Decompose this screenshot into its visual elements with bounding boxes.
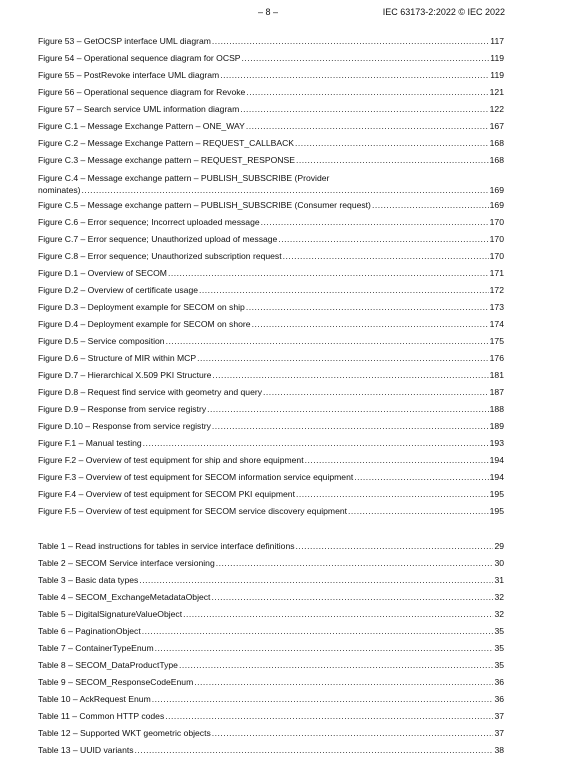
dot-leader (211, 594, 493, 606)
entry-title: Figure D.9 – Response from service registry (38, 404, 207, 414)
entry-title: Table 11 – Common HTTP codes (38, 711, 165, 721)
dot-leader (183, 611, 493, 623)
dot-leader (139, 577, 493, 589)
dot-leader (168, 270, 489, 282)
figure-entry[interactable] (38, 231, 504, 248)
entry-title: Table 12 – Supported WKT geometric objects (38, 728, 211, 738)
entry-page-number: 167 (489, 121, 504, 131)
table-entry[interactable] (38, 742, 504, 759)
entry-page-number: 170 (489, 251, 504, 261)
figure-entry[interactable] (38, 401, 504, 418)
entry-title: Figure 54 – Operational sequence diagram for OCSP (38, 53, 241, 63)
figure-entry[interactable] (38, 333, 504, 350)
entry-line-continued (38, 184, 504, 196)
page-header (0, 7, 563, 19)
table-entry[interactable] (38, 691, 504, 708)
figure-entry[interactable] (38, 503, 504, 520)
dot-leader (155, 645, 494, 657)
list-of-tables (38, 538, 504, 759)
figure-entry[interactable] (38, 299, 504, 316)
figure-entry[interactable] (38, 452, 504, 469)
entry-page-number: 174 (489, 319, 504, 329)
table-entry[interactable] (38, 623, 504, 640)
entry-page-number: 122 (489, 104, 504, 114)
entry-page-number: 119 (490, 70, 504, 80)
entry-page-number: 169 (489, 200, 504, 210)
dot-leader (296, 543, 494, 555)
entry-page-number: 37 (494, 728, 504, 738)
dot-leader (246, 123, 489, 135)
table-entry[interactable] (38, 572, 504, 589)
dot-leader (220, 72, 489, 84)
list-of-figures (38, 33, 504, 520)
dot-leader (240, 106, 488, 118)
figure-entry[interactable] (38, 169, 504, 197)
table-entry[interactable] (38, 606, 504, 623)
dot-leader (142, 628, 494, 640)
entry-page-number: 119 (490, 53, 504, 63)
entry-title: Figure D.2 – Overview of certificate usage (38, 285, 199, 295)
dot-leader (278, 236, 488, 248)
entry-page-number: 121 (489, 87, 504, 97)
dot-leader (348, 508, 489, 520)
dot-leader (246, 89, 488, 101)
entry-title: Table 9 – SECOM_ResponseCodeEnum (38, 677, 194, 687)
entry-page-number: 181 (489, 370, 504, 380)
entry-title: Figure D.7 – Hierarchical X.509 PKI Structure (38, 370, 212, 380)
entry-title: Figure 57 – Search service UML information diagram (38, 104, 240, 114)
entry-page-number: 175 (489, 336, 504, 346)
figure-entry[interactable] (38, 486, 504, 503)
entry-page-number: 117 (490, 36, 504, 46)
table-entry[interactable] (38, 538, 504, 555)
dot-leader (261, 219, 489, 231)
dot-leader (252, 321, 489, 333)
entry-page-number: 32 (494, 592, 504, 602)
dot-leader (296, 491, 489, 503)
dot-leader (179, 662, 493, 674)
dot-leader (194, 679, 493, 691)
figure-entry[interactable] (38, 316, 504, 333)
entry-page-number: 29 (494, 541, 504, 551)
entry-title: Figure F.1 – Manual testing (38, 438, 142, 448)
dot-leader (212, 730, 494, 742)
entry-title: Figure F.3 – Overview of test equipment for SECOM information service equipment (38, 472, 354, 482)
figure-entry[interactable] (38, 367, 504, 384)
document-reference: IEC 63173-2:2022 © IEC 2022 (382, 7, 505, 17)
entry-page-number: 170 (489, 217, 504, 227)
dot-leader (295, 140, 489, 152)
dot-leader (246, 304, 489, 316)
entry-title-continued: nominates) (38, 185, 81, 195)
entry-page-number: 176 (489, 353, 504, 363)
entry-page-number: 35 (494, 660, 504, 670)
table-entry[interactable] (38, 674, 504, 691)
figure-entry[interactable] (38, 197, 504, 214)
entry-page-number: 194 (489, 472, 504, 482)
dot-leader (165, 713, 493, 725)
entry-title: Figure C.2 – Message Exchange Pattern – REQUEST_CALLBACK (38, 138, 295, 148)
entry-page-number: 173 (489, 302, 504, 312)
entry-title: Figure D.3 – Deployment example for SECOM on ship (38, 302, 245, 312)
entry-title: Figure F.5 – Overview of test equipment for SECOM service discovery equipment (38, 506, 348, 516)
entry-page-number: 194 (489, 455, 504, 465)
figure-entry[interactable] (38, 84, 504, 101)
entry-title: Table 3 – Basic data types (38, 575, 139, 585)
entry-page-number: 31 (494, 575, 504, 585)
figure-entry[interactable] (38, 33, 504, 50)
dot-leader (207, 406, 489, 418)
entry-page-number: 195 (489, 489, 504, 499)
dot-leader (197, 355, 489, 367)
entry-title: Table 5 – DigitalSignatureValueObject (38, 609, 183, 619)
table-entry[interactable] (38, 589, 504, 606)
entry-title: Figure D.10 – Response from service registry (38, 421, 211, 431)
entry-page-number: 168 (489, 138, 504, 148)
figure-entry[interactable] (38, 469, 504, 486)
entry-title: Figure C.1 – Message Exchange Pattern – ONE_WAY (38, 121, 245, 131)
figure-entry[interactable] (38, 384, 504, 401)
entry-title: Table 2 – SECOM Service interface versioning (38, 558, 215, 568)
dot-leader (152, 696, 494, 708)
figure-entry[interactable] (38, 101, 504, 118)
dot-leader (296, 157, 489, 169)
entry-page-number: 30 (494, 558, 504, 568)
figure-entry[interactable] (38, 248, 504, 265)
entry-page-number: 35 (494, 643, 504, 653)
entry-title: Figure D.5 – Service composition (38, 336, 165, 346)
entry-title: Figure D.8 – Request find service with geometry and query (38, 387, 263, 397)
dot-leader (242, 55, 490, 67)
entry-page-number: 169 (489, 185, 504, 195)
entry-title: Table 1 – Read instructions for tables in service interface definitions (38, 541, 295, 551)
entry-title: Figure D.1 – Overview of SECOM (38, 268, 167, 278)
entry-title: Figure 56 – Operational sequence diagram for Revoke (38, 87, 246, 97)
entry-title: Table 4 – SECOM_ExchangeMetadataObject (38, 592, 211, 602)
entry-page-number: 189 (489, 421, 504, 431)
dot-leader (82, 184, 489, 196)
figure-entry[interactable] (38, 214, 504, 231)
table-entry[interactable] (38, 640, 504, 657)
entry-title: Figure C.6 – Error sequence; Incorrect uploaded message (38, 217, 260, 227)
entry-page-number: 38 (494, 745, 504, 755)
dot-leader (143, 440, 489, 452)
dot-leader (283, 253, 489, 265)
figure-entry[interactable] (38, 152, 504, 169)
table-entry[interactable] (38, 708, 504, 725)
entry-title: Table 7 – ContainerTypeEnum (38, 643, 154, 653)
dot-leader (135, 747, 494, 759)
entry-title: Figure C.8 – Error sequence; Unauthorized subscription request (38, 251, 282, 261)
dot-leader (212, 423, 489, 435)
entry-title: Figure 55 – PostRevoke interface UML diagram (38, 70, 220, 80)
entry-title: Figure D.4 – Deployment example for SECOM on shore (38, 319, 251, 329)
dot-leader (305, 457, 489, 469)
table-entry[interactable] (38, 725, 504, 742)
figure-entry[interactable] (38, 435, 504, 452)
entry-page-number: 195 (489, 506, 504, 516)
entry-title: Figure F.4 – Overview of test equipment for SECOM PKI equipment (38, 489, 295, 499)
entry-title: Figure C.7 – Error sequence; Unauthorized upload of message (38, 234, 278, 244)
dot-leader (372, 202, 489, 214)
entry-page-number: 168 (489, 155, 504, 165)
dot-leader (263, 389, 489, 401)
entry-title: Table 13 – UUID variants (38, 745, 134, 755)
entry-page-number: 171 (489, 268, 504, 278)
entry-page-number: 193 (489, 438, 504, 448)
entry-page-number: 36 (494, 694, 504, 704)
page-number: – 8 – (258, 7, 279, 17)
entry-title: Table 6 – PaginationObject (38, 626, 141, 636)
entry-page-number: 170 (489, 234, 504, 244)
entry-title: Table 10 – AckRequest Enum (38, 694, 151, 704)
entry-page-number: 32 (494, 609, 504, 619)
table-entry[interactable] (38, 555, 504, 572)
dot-leader (354, 474, 488, 486)
figure-entry[interactable] (38, 418, 504, 435)
dot-leader (212, 38, 489, 50)
figure-entry[interactable] (38, 135, 504, 152)
entry-title: Figure D.6 – Structure of MIR within MCP (38, 353, 197, 363)
entry-page-number: 35 (494, 626, 504, 636)
table-entry[interactable] (38, 657, 504, 674)
entry-title: Figure C.5 – Message exchange pattern – PUBLISH_SUBSCRIBE (Consumer request) (38, 200, 371, 210)
figure-entry[interactable] (38, 50, 504, 67)
entry-page-number: 187 (489, 387, 504, 397)
entry-page-number: 188 (489, 404, 504, 414)
figure-entry[interactable] (38, 67, 504, 84)
entry-title: Table 8 – SECOM_DataProductType (38, 660, 178, 670)
entry-title: Figure 53 – GetOCSP interface UML diagram (38, 36, 211, 46)
figure-entry[interactable] (38, 350, 504, 367)
entry-title: Figure F.2 – Overview of test equipment for ship and shore equipment (38, 455, 304, 465)
dot-leader (216, 560, 494, 572)
entry-title: Figure C.3 – Message exchange pattern – REQUEST_RESPONSE (38, 155, 295, 165)
entry-title: Figure C.4 – Message exchange pattern – PUBLISH_SUBSCRIBE (Provider (38, 173, 330, 183)
dot-leader (166, 338, 489, 350)
entry-page-number: 172 (489, 285, 504, 295)
dot-leader (212, 372, 488, 384)
entry-page-number: 37 (494, 711, 504, 721)
dot-leader (199, 287, 489, 299)
figure-entry[interactable] (38, 282, 504, 299)
figure-entry[interactable] (38, 118, 504, 135)
figure-entry[interactable] (38, 265, 504, 282)
entry-page-number: 36 (494, 677, 504, 687)
